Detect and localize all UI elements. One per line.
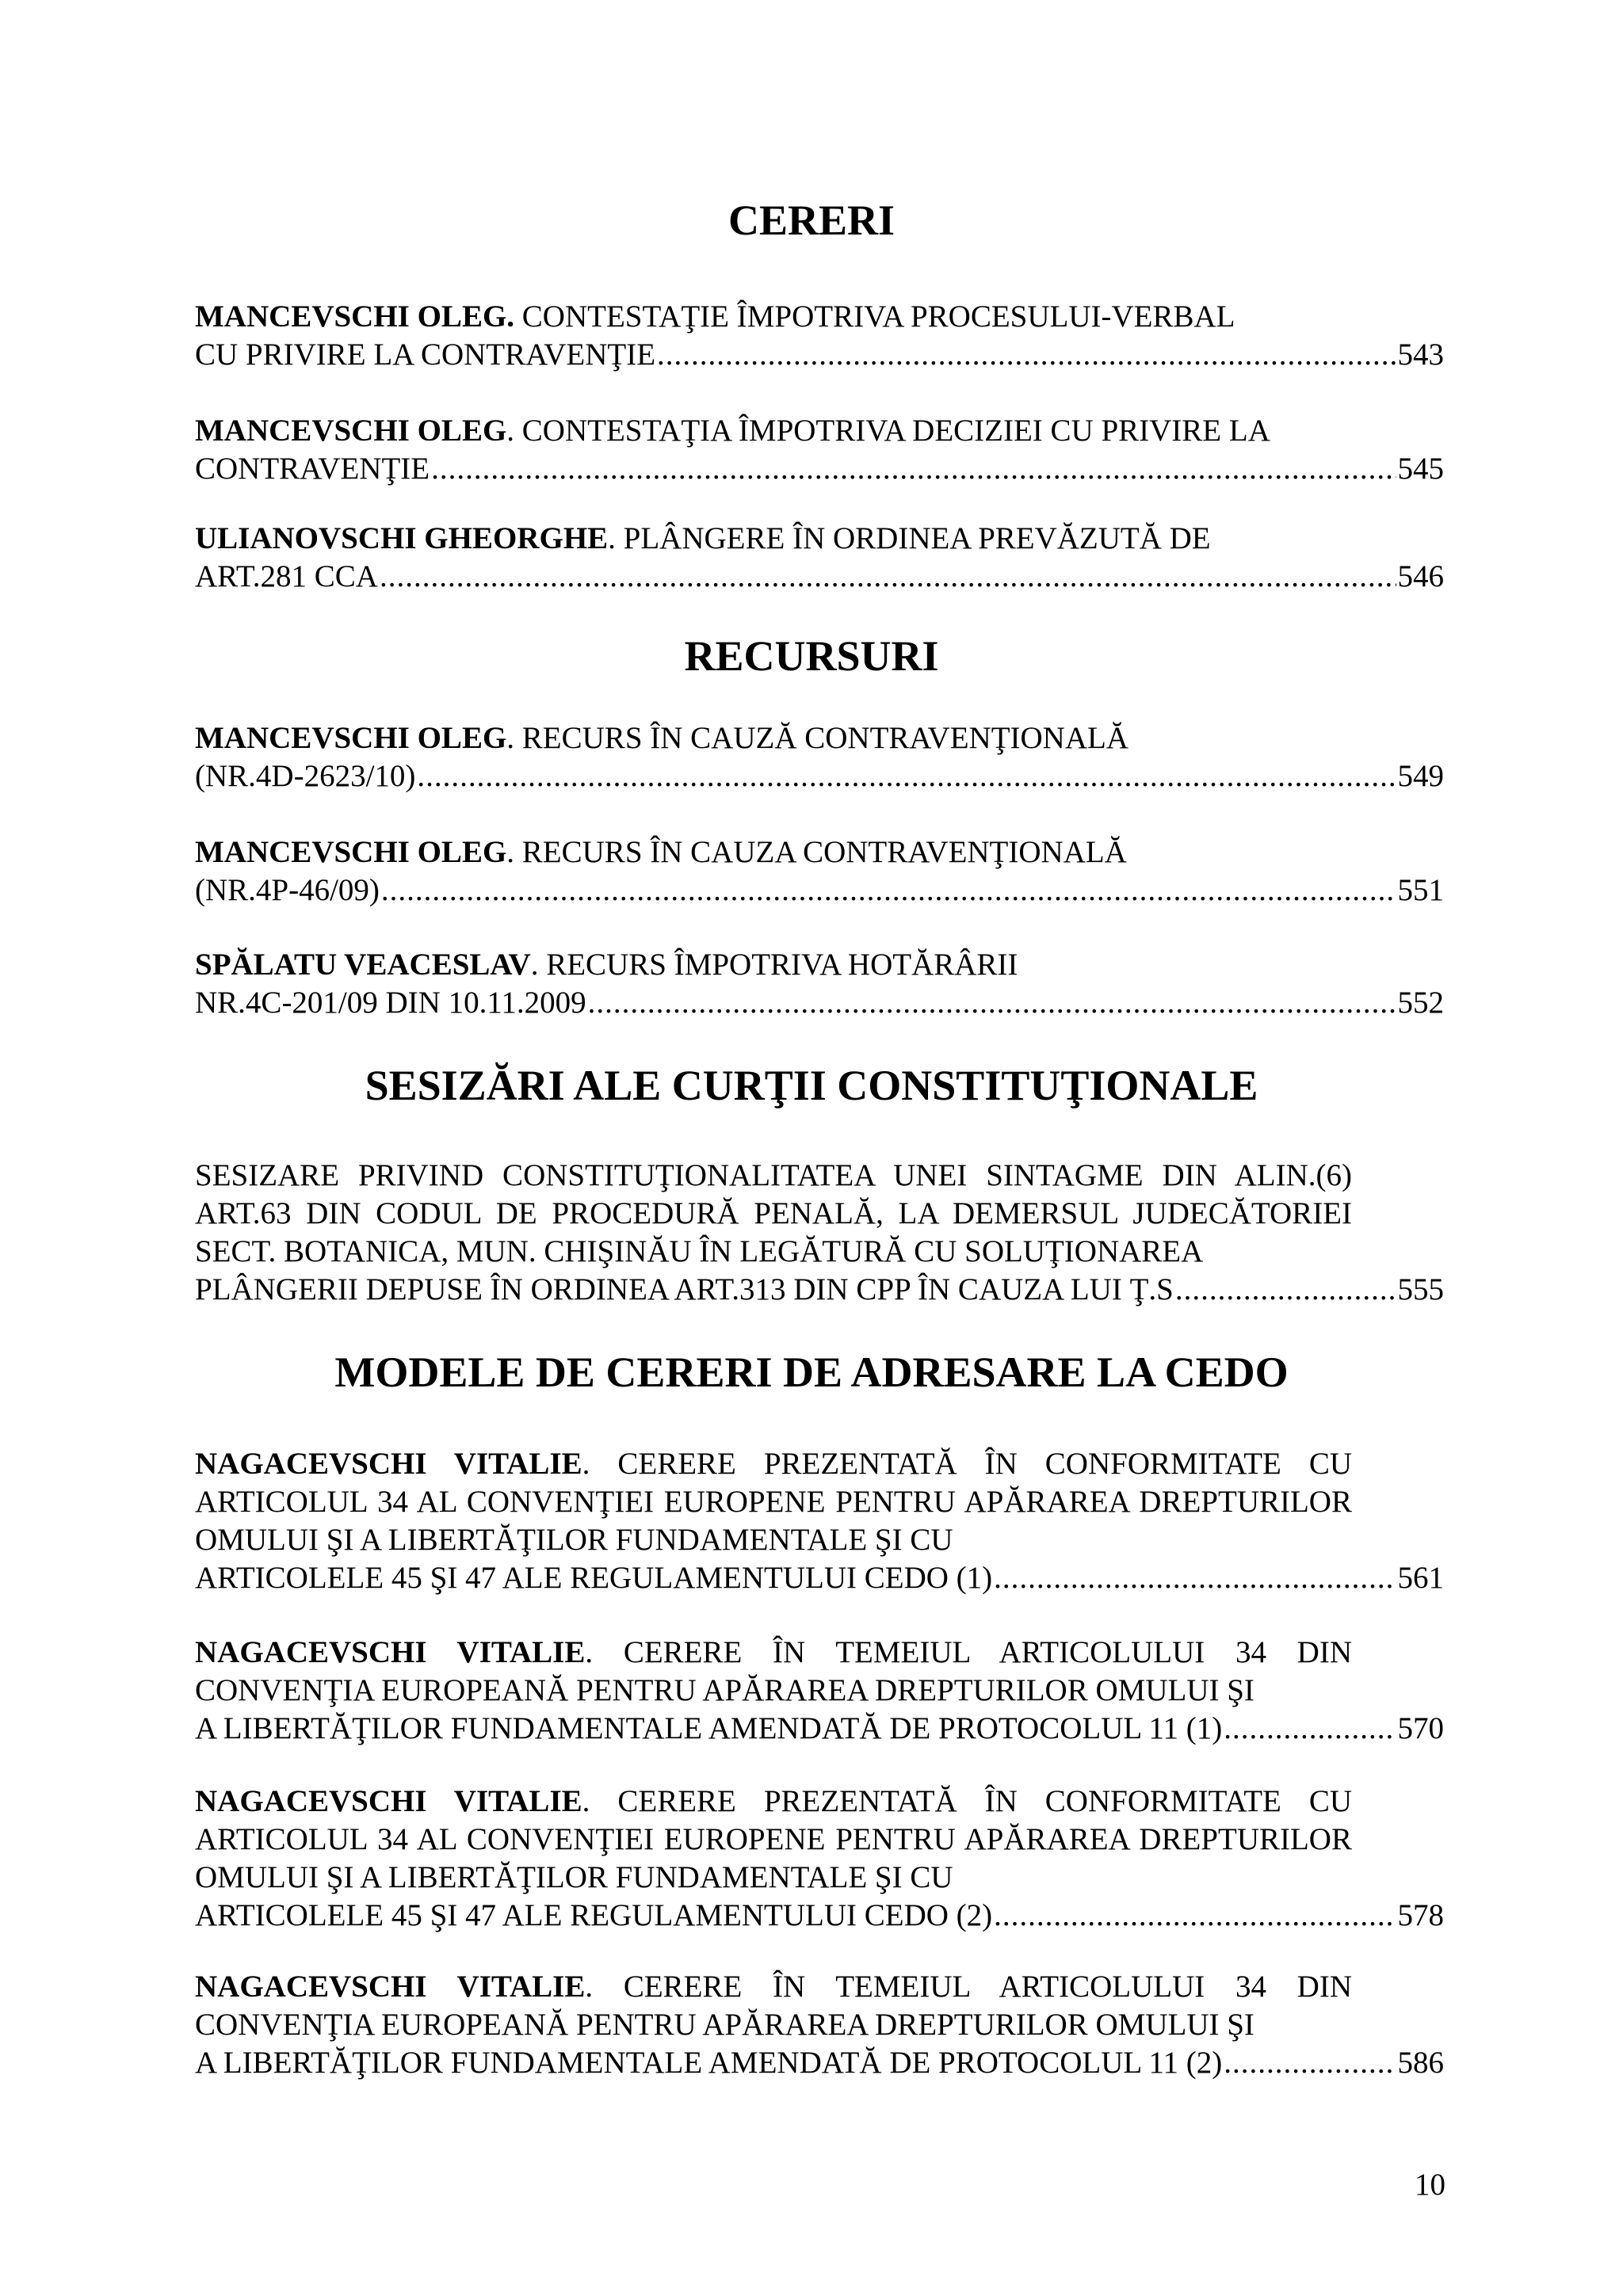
entry-title: . PLÂNGERE ÎN ORDINEA PREVĂZUTĂ DE bbox=[608, 521, 1211, 555]
entry-page-number: 549 bbox=[1397, 759, 1444, 793]
entry-title-end: ARTICOLELE 45 ŞI 47 ALE REGULAMENTULUI CEDO (1) bbox=[195, 1561, 993, 1595]
entry-last-line bbox=[195, 871, 1444, 910]
section-heading-recursuri: RECURSURI bbox=[684, 632, 939, 680]
entry-title: . CERERE ÎN TEMEIUL ARTICOLULUI 34 DIN CONVENŢIA EUROPEANĂ PENTRU APĂRAREA DREPTURILOR OMULUI ŞI bbox=[195, 1970, 1352, 2042]
entry-title: . CERERE PREZENTATĂ ÎN CONFORMITATE CU ARTICOLUL 34 AL CONVENŢIEI EUROPENE PENTRU APĂRAREA DREPTURILOR OMULUI ŞI A LIBERTĂŢILOR FUNDAMENTALE ŞI CU bbox=[195, 1784, 1352, 1894]
entry-page-number: 552 bbox=[1397, 986, 1444, 1020]
toc-entry bbox=[195, 1968, 1444, 2082]
toc-entry bbox=[195, 520, 1444, 596]
dot-leader bbox=[657, 336, 1396, 374]
entry-body bbox=[195, 1634, 1352, 1710]
entry-title-end: A LIBERTĂŢILOR FUNDAMENTALE AMENDATĂ DE PROTOCOLUL 11 (1) bbox=[195, 1711, 1223, 1745]
entry-page-number: 546 bbox=[1397, 559, 1444, 593]
section-heading-modele: MODELE DE CERERI DE ADRESARE LA CEDO bbox=[334, 1348, 1289, 1396]
toc-entry bbox=[195, 1783, 1444, 1935]
page-number: 10 bbox=[1415, 2168, 1445, 2202]
entry-author: ULIANOVSCHI GHEORGHE bbox=[195, 521, 609, 555]
entry-title: . RECURS ÎMPOTRIVA HOTĂRÂRII bbox=[530, 948, 1018, 982]
entry-author: MANCEVSCHI OLEG bbox=[195, 414, 507, 448]
toc-entry bbox=[195, 1445, 1444, 1597]
entry-last-line bbox=[195, 984, 1444, 1022]
entry-last-line bbox=[195, 450, 1444, 488]
entry-body bbox=[195, 833, 1352, 871]
toc-entry bbox=[195, 1634, 1444, 1748]
entry-author: MANCEVSCHI OLEG bbox=[195, 835, 507, 869]
entry-title-end: A LIBERTĂŢILOR FUNDAMENTALE AMENDATĂ DE PROTOCOLUL 11 (2) bbox=[195, 2046, 1223, 2080]
entry-title: . CERERE PREZENTATĂ ÎN CONFORMITATE CU ARTICOLUL 34 AL CONVENŢIEI EUROPENE PENTRU APĂRAREA DREPTURILOR OMULUI ŞI A LIBERTĂŢILOR FUNDAMENTALE ŞI CU bbox=[195, 1447, 1352, 1557]
entry-last-line bbox=[195, 1897, 1444, 1935]
entry-title-end: (NR.4D-2623/10) bbox=[195, 759, 416, 793]
entry-page-number: 545 bbox=[1397, 452, 1444, 486]
dot-leader bbox=[1224, 2044, 1396, 2082]
dot-leader bbox=[588, 984, 1396, 1022]
entry-body bbox=[195, 719, 1352, 757]
entry-page-number: 551 bbox=[1397, 873, 1444, 907]
toc-entry bbox=[195, 298, 1444, 374]
entry-title-end: CONTRAVENŢIE bbox=[195, 452, 430, 486]
entry-title-end: ARTICOLELE 45 ŞI 47 ALE REGULAMENTULUI CEDO (2) bbox=[195, 1898, 993, 1932]
entry-author: NAGACEVSCHI VITALIE bbox=[195, 1635, 586, 1669]
toc-entry bbox=[195, 412, 1444, 488]
section-heading-cereri: CERERI bbox=[727, 196, 896, 244]
entry-page-number: 586 bbox=[1397, 2046, 1444, 2080]
dot-leader bbox=[381, 871, 1396, 910]
entry-last-line bbox=[195, 1271, 1444, 1309]
dot-leader bbox=[417, 757, 1396, 795]
entry-page-number: 561 bbox=[1397, 1561, 1444, 1595]
entry-last-line bbox=[195, 1559, 1444, 1597]
entry-page-number: 578 bbox=[1397, 1898, 1444, 1932]
toc-entry bbox=[195, 1157, 1444, 1309]
entry-author: NAGACEVSCHI VITALIE bbox=[195, 1784, 582, 1818]
entry-author: SPĂLATU VEACESLAV bbox=[195, 948, 531, 982]
dot-leader bbox=[1224, 1710, 1396, 1748]
dot-leader bbox=[994, 1559, 1396, 1597]
entry-author: NAGACEVSCHI VITALIE bbox=[195, 1970, 586, 2004]
dot-leader bbox=[1175, 1271, 1396, 1309]
entry-last-line bbox=[195, 2044, 1444, 2082]
entry-title: . CERERE ÎN TEMEIUL ARTICOLULUI 34 DIN CONVENŢIA EUROPEANĂ PENTRU APĂRAREA DREPTURILOR OMULUI ŞI bbox=[195, 1635, 1352, 1707]
dot-leader bbox=[431, 450, 1396, 488]
entry-last-line bbox=[195, 336, 1444, 374]
entry-title: SESIZARE PRIVIND CONSTITUŢIONALITATEA UNEI SINTAGME DIN ALIN.(6) ART.63 DIN CODUL DE PROCEDURĂ PENALĂ, LA DEMERSUL JUDECĂTORIEI SECT. BOTANICA, MUN. CHIŞINĂU ÎN LEGĂTURĂ CU SOLUŢIONAREA bbox=[195, 1158, 1352, 1268]
entry-title-end: ART.281 CCA bbox=[195, 559, 378, 593]
entry-body bbox=[195, 412, 1352, 450]
entry-page-number: 543 bbox=[1397, 338, 1444, 372]
toc-entry bbox=[195, 946, 1444, 1022]
entry-title: . CONTESTAŢIA ÎMPOTRIVA DECIZIEI CU PRIVIRE LA bbox=[506, 414, 1270, 448]
entry-last-line bbox=[195, 1710, 1444, 1748]
entry-body bbox=[195, 946, 1352, 984]
entry-author: MANCEVSCHI OLEG. bbox=[195, 299, 515, 334]
entry-body bbox=[195, 1968, 1352, 2044]
entry-author: MANCEVSCHI OLEG bbox=[195, 721, 507, 755]
entry-title: . RECURS ÎN CAUZĂ CONTRAVENŢIONALĂ bbox=[506, 721, 1129, 755]
entry-title-end: (NR.4P-46/09) bbox=[195, 873, 380, 907]
entry-body bbox=[195, 1157, 1352, 1271]
entry-page-number: 570 bbox=[1397, 1711, 1444, 1745]
entry-body bbox=[195, 298, 1352, 336]
entry-body bbox=[195, 1445, 1352, 1559]
entry-last-line bbox=[195, 558, 1444, 596]
toc-entry bbox=[195, 719, 1444, 795]
dot-leader bbox=[994, 1897, 1396, 1935]
entry-last-line bbox=[195, 757, 1444, 795]
toc-entry bbox=[195, 833, 1444, 910]
entry-body bbox=[195, 1783, 1352, 1897]
entry-title: CONTESTAŢIE ÎMPOTRIVA PROCESULUI-VERBAL bbox=[514, 299, 1235, 334]
dot-leader bbox=[380, 558, 1396, 596]
entry-author: NAGACEVSCHI VITALIE bbox=[195, 1447, 582, 1481]
entry-title-end: PLÂNGERII DEPUSE ÎN ORDINEA ART.313 DIN CPP ÎN CAUZA LUI Ţ.S bbox=[195, 1272, 1174, 1306]
entry-page-number: 555 bbox=[1397, 1272, 1444, 1306]
section-heading-sesizari: SESIZĂRI ALE CURŢII CONSTITUŢIONALE bbox=[365, 1062, 1258, 1109]
entry-title-end: NR.4C-201/09 DIN 10.11.2009 bbox=[195, 986, 586, 1020]
entry-title-end: CU PRIVIRE LA CONTRAVENŢIE bbox=[195, 338, 656, 372]
entry-title: . RECURS ÎN CAUZA CONTRAVENŢIONALĂ bbox=[506, 835, 1127, 869]
entry-body bbox=[195, 520, 1352, 558]
